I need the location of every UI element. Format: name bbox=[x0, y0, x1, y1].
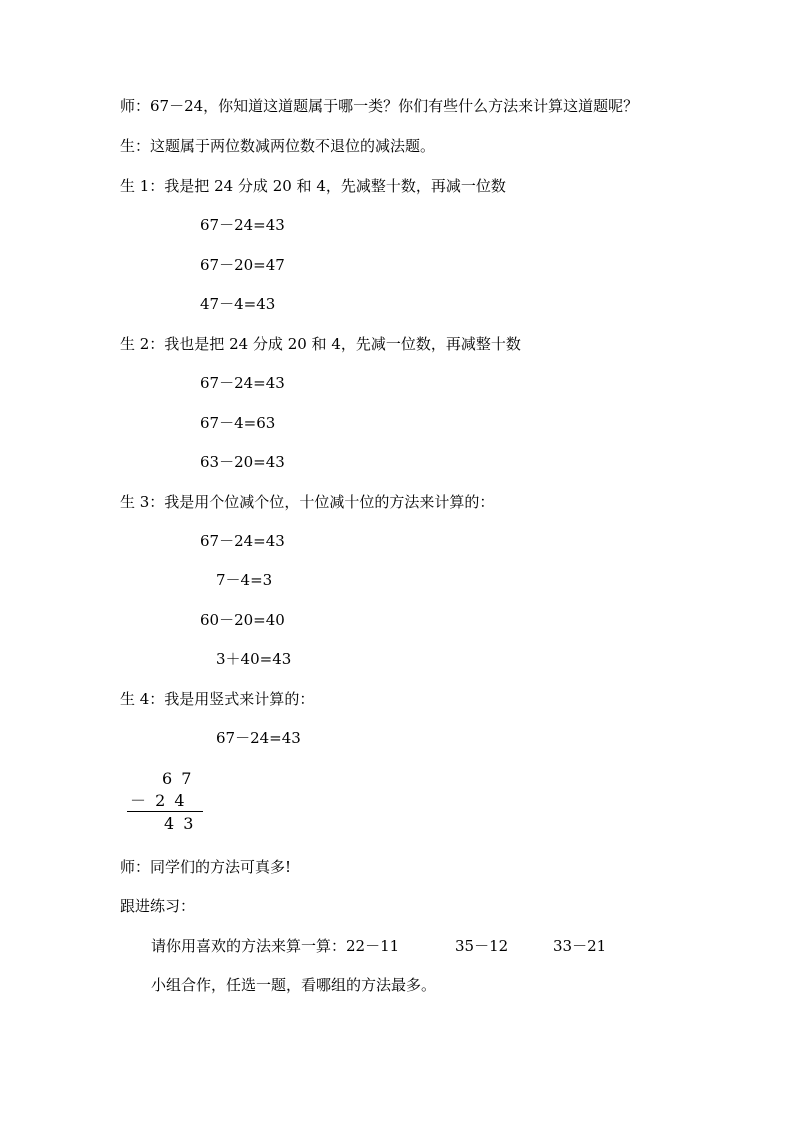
student2-step-3: 63－20=43 bbox=[200, 453, 285, 471]
student3-step-2: 7－4=3 bbox=[216, 571, 273, 589]
student3-step-4: 3＋40=43 bbox=[216, 650, 292, 668]
vertical-subtrahend: － 2 4 bbox=[130, 791, 187, 810]
vertical-rule bbox=[127, 811, 203, 812]
vertical-minuend: 6 7 bbox=[162, 769, 194, 788]
student3-step-1: 67－24=43 bbox=[200, 532, 285, 550]
teacher-question: 师：67－24，你知道这道题属于哪一类？你们有些什么方法来计算这道题呢？ bbox=[120, 97, 639, 115]
practice-task-1: 请你用喜欢的方法来算一算：22－11 bbox=[151, 937, 400, 955]
student4-intro: 生 4：我是用竖式来计算的： bbox=[120, 690, 315, 708]
student1-step-1: 67－24=43 bbox=[200, 216, 285, 234]
student1-step-3: 47－4=43 bbox=[200, 295, 276, 313]
student3-step-3: 60－20=40 bbox=[200, 611, 285, 629]
practice-task-2: 小组合作，任选一题，看哪组的方法最多。 bbox=[151, 976, 437, 994]
practice-task-1-b: 35－12 bbox=[455, 937, 509, 955]
student1-step-2: 67－20=47 bbox=[200, 256, 285, 274]
vertical-difference: 4 3 bbox=[164, 814, 196, 833]
student3-intro: 生 3：我是用个位减个位，十位减十位的方法来计算的： bbox=[120, 493, 495, 511]
student-answer: 生：这题属于两位数减两位数不退位的减法题。 bbox=[120, 137, 436, 155]
student1-intro: 生 1：我是把 24 分成 20 和 4，先减整十数，再减一位数 bbox=[120, 177, 506, 195]
practice-title: 跟进练习： bbox=[120, 897, 196, 915]
student2-step-2: 67－4=63 bbox=[200, 414, 276, 432]
practice-task-1-c: 33－21 bbox=[553, 937, 607, 955]
student2-intro: 生 2：我也是把 24 分成 20 和 4，先减一位数，再减整十数 bbox=[120, 335, 521, 353]
teacher-praise: 师：同学们的方法可真多! bbox=[120, 858, 292, 876]
student4-equation: 67－24=43 bbox=[216, 729, 301, 747]
student2-step-1: 67－24=43 bbox=[200, 374, 285, 392]
